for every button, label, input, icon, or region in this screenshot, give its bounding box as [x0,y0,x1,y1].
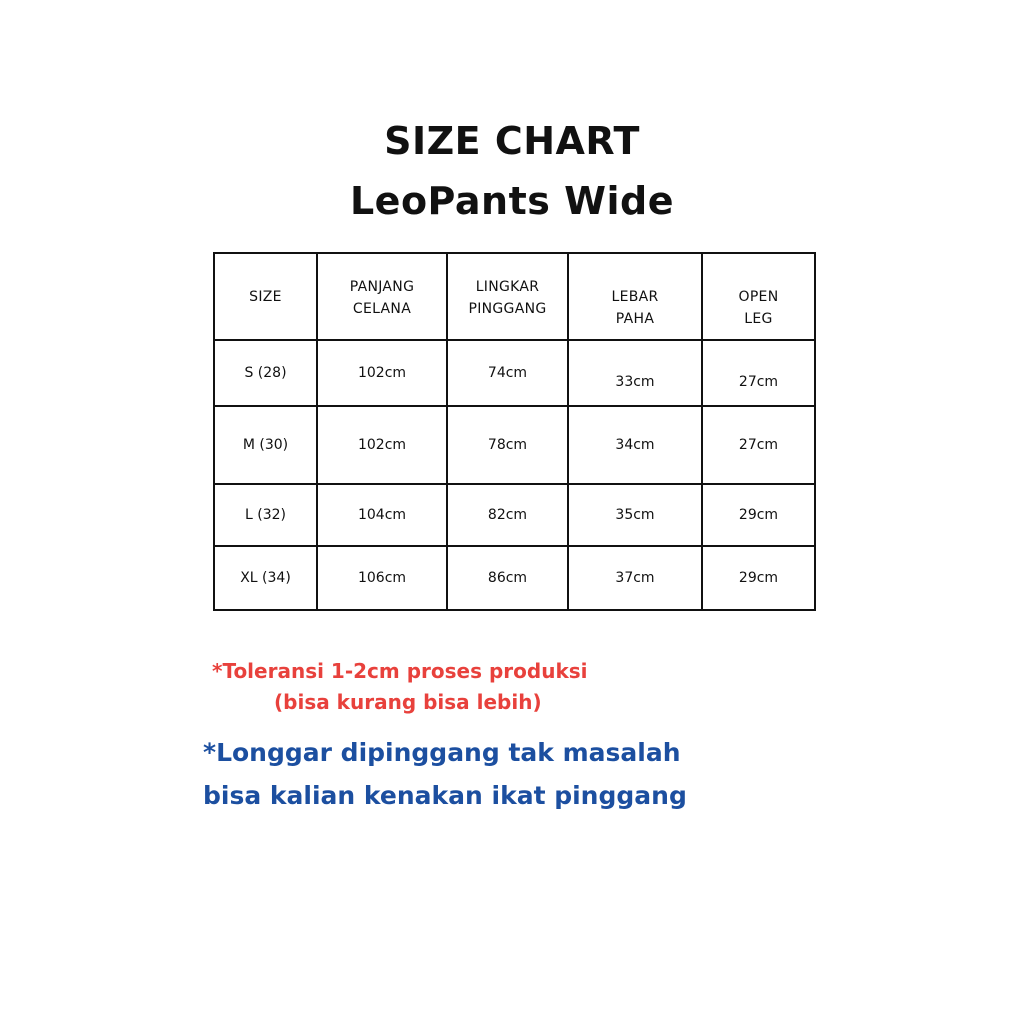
cell-open-leg-value: 27cm [738,374,779,390]
cell-lebar-paha: 37cm [568,546,702,610]
header-celana-label: CELANA [352,301,412,317]
table-row [214,484,815,546]
header-panjang-label: PANJANG [349,279,415,295]
table-header-row [214,253,815,340]
cell-open-leg: 29cm [702,484,815,546]
header-open-label: OPEN [738,289,779,305]
cell-panjang-celana: 104cm [317,484,447,546]
cell-size: XL (34) [214,546,317,610]
waist-note: *Longgar dipinggang tak masalah [203,738,681,767]
cell-lingkar-pinggang: 86cm [447,546,568,610]
tolerance-note: *Toleransi 1-2cm proses produksi [212,659,588,683]
cell-open-leg: 27cm [702,406,815,484]
header-panjang-celana [317,253,447,340]
header-lingkar-pinggang [447,253,568,340]
belt-note: bisa kalian kenakan ikat pinggang [203,781,687,810]
cell-lebar-paha: 34cm [568,406,702,484]
cell-lingkar-pinggang: 74cm [447,340,568,406]
cell-lebar-paha-value: 33cm [615,374,655,390]
header-lebar-label: LEBAR [611,289,659,305]
cell-lingkar-pinggang: 82cm [447,484,568,546]
cell-lebar-paha: 35cm [568,484,702,546]
cell-panjang-celana: 102cm [317,340,447,406]
cell-size: M (30) [214,406,317,484]
header-pinggang-label: PINGGANG [468,301,547,317]
table-row [214,546,815,610]
header-lingkar-label: LINGKAR [475,279,540,295]
cell-size: L (32) [214,484,317,546]
header-lebar-paha [568,253,702,340]
table-row [214,340,815,406]
cell-lingkar-pinggang: 78cm [447,406,568,484]
cell-panjang-celana: 106cm [317,546,447,610]
cell-open-leg: 29cm [702,546,815,610]
cell-panjang-celana: 102cm [317,406,447,484]
header-size-label: SIZE [249,288,282,305]
cell-lebar-paha [568,340,702,406]
header-size [214,253,317,340]
cell-size: S (28) [214,340,317,406]
header-open-leg [702,253,815,340]
page-title: SIZE CHART [384,119,640,163]
cell-open-leg [702,340,815,406]
tolerance-subnote: (bisa kurang bisa lebih) [274,690,542,714]
header-paha-label: PAHA [615,311,655,327]
product-name: LeoPants Wide [349,179,675,223]
size-chart-table [213,252,816,611]
table-row [214,406,815,484]
header-leg-label: LEG [744,311,773,327]
